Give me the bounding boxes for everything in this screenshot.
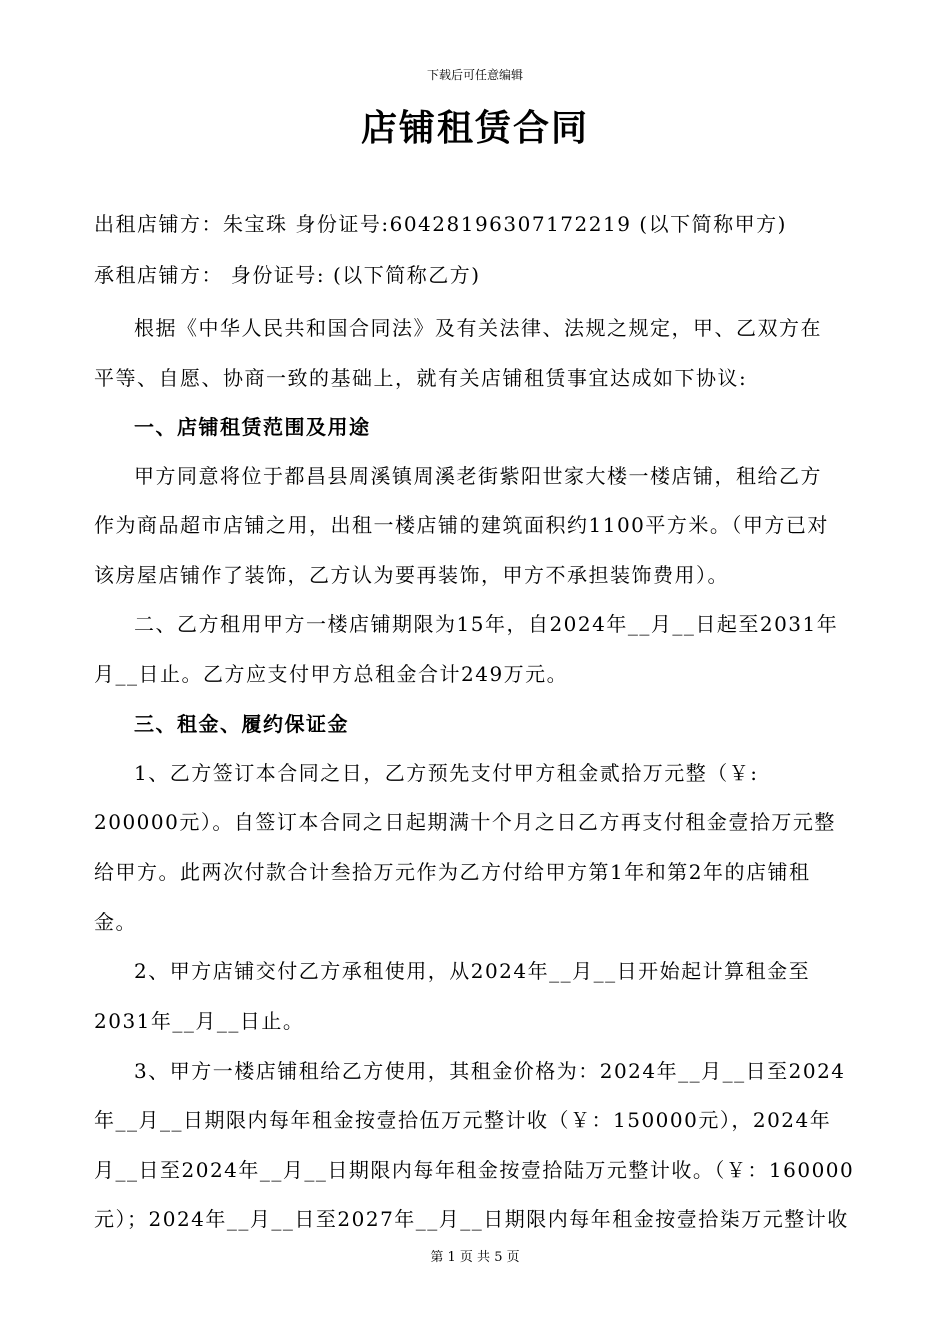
- lessee-line: 承租店铺方： 身份证号: (以下简称乙方): [94, 263, 481, 287]
- paragraph-line: 该房屋店铺作了装饰，乙方认为要再装饰，甲方不承担装饰费用）。: [94, 563, 729, 587]
- section-2-line: 二、乙方租用甲方一楼店铺期限为15年，自2024年__月__日起至2031年: [134, 612, 839, 636]
- document-title: 店铺租赁合同: [360, 108, 589, 149]
- paragraph-line: 金。: [94, 910, 137, 934]
- paragraph-line: 2、甲方店铺交付乙方承租使用，从2024年__月__日开始起计算租金至: [134, 959, 811, 983]
- paragraph-line: 200000元）。自签订本合同之日起期满十个月之日乙方再支付租金壹拾万元整: [94, 810, 836, 834]
- page-footer: 第 1 页 共 5 页: [430, 1250, 520, 1265]
- paragraph-line: 3、甲方一楼店铺租给乙方使用，其租金价格为：2024年__月__日至2024: [134, 1059, 846, 1083]
- paragraph-line: 月__日止。乙方应支付甲方总租金合计249万元。: [94, 662, 569, 686]
- lessor-line: 出租店铺方：朱宝珠 身份证号:60428196307172219 (以下简称甲方): [94, 212, 787, 236]
- paragraph-line: 月__日至2024年__月__日期限内每年租金按壹拾陆万元整计收。（￥：160000: [94, 1158, 855, 1182]
- section-heading-1: 一、店铺租赁范围及用途: [134, 415, 371, 439]
- paragraph-line: 作为商品超市店铺之用，出租一楼店铺的建筑面积约1100平方米。（甲方已对: [94, 513, 829, 537]
- paragraph-line: 元）；2024年__月__日至2027年__月__日期限内每年租金按壹拾柒万元整计收: [94, 1207, 849, 1231]
- paragraph-line: 根据《中华人民共和国合同法》及有关法律、法规之规定，甲、乙双方在: [134, 316, 822, 340]
- paragraph-line: 给甲方。此两次付款合计叁拾万元作为乙方付给甲方第1年和第2年的店铺租: [94, 860, 811, 884]
- paragraph-line: 2031年__月__日止。: [94, 1009, 305, 1033]
- header-note: 下载后可任意编辑: [426, 68, 523, 82]
- section-heading-3: 三、租金、履约保证金: [134, 712, 349, 736]
- paragraph-line: 1、乙方签订本合同之日，乙方预先支付甲方租金贰拾万元整（￥:: [134, 761, 759, 785]
- paragraph-line: 甲方同意将位于都昌县周溪镇周溪老街紫阳世家大楼一楼店铺，租给乙方: [134, 464, 822, 488]
- paragraph-line: 平等、自愿、协商一致的基础上，就有关店铺租赁事宜达成如下协议:: [94, 366, 748, 390]
- paragraph-line: 年__月__日期限内每年租金按壹拾伍万元整计收（￥：150000元），2024年: [94, 1108, 832, 1132]
